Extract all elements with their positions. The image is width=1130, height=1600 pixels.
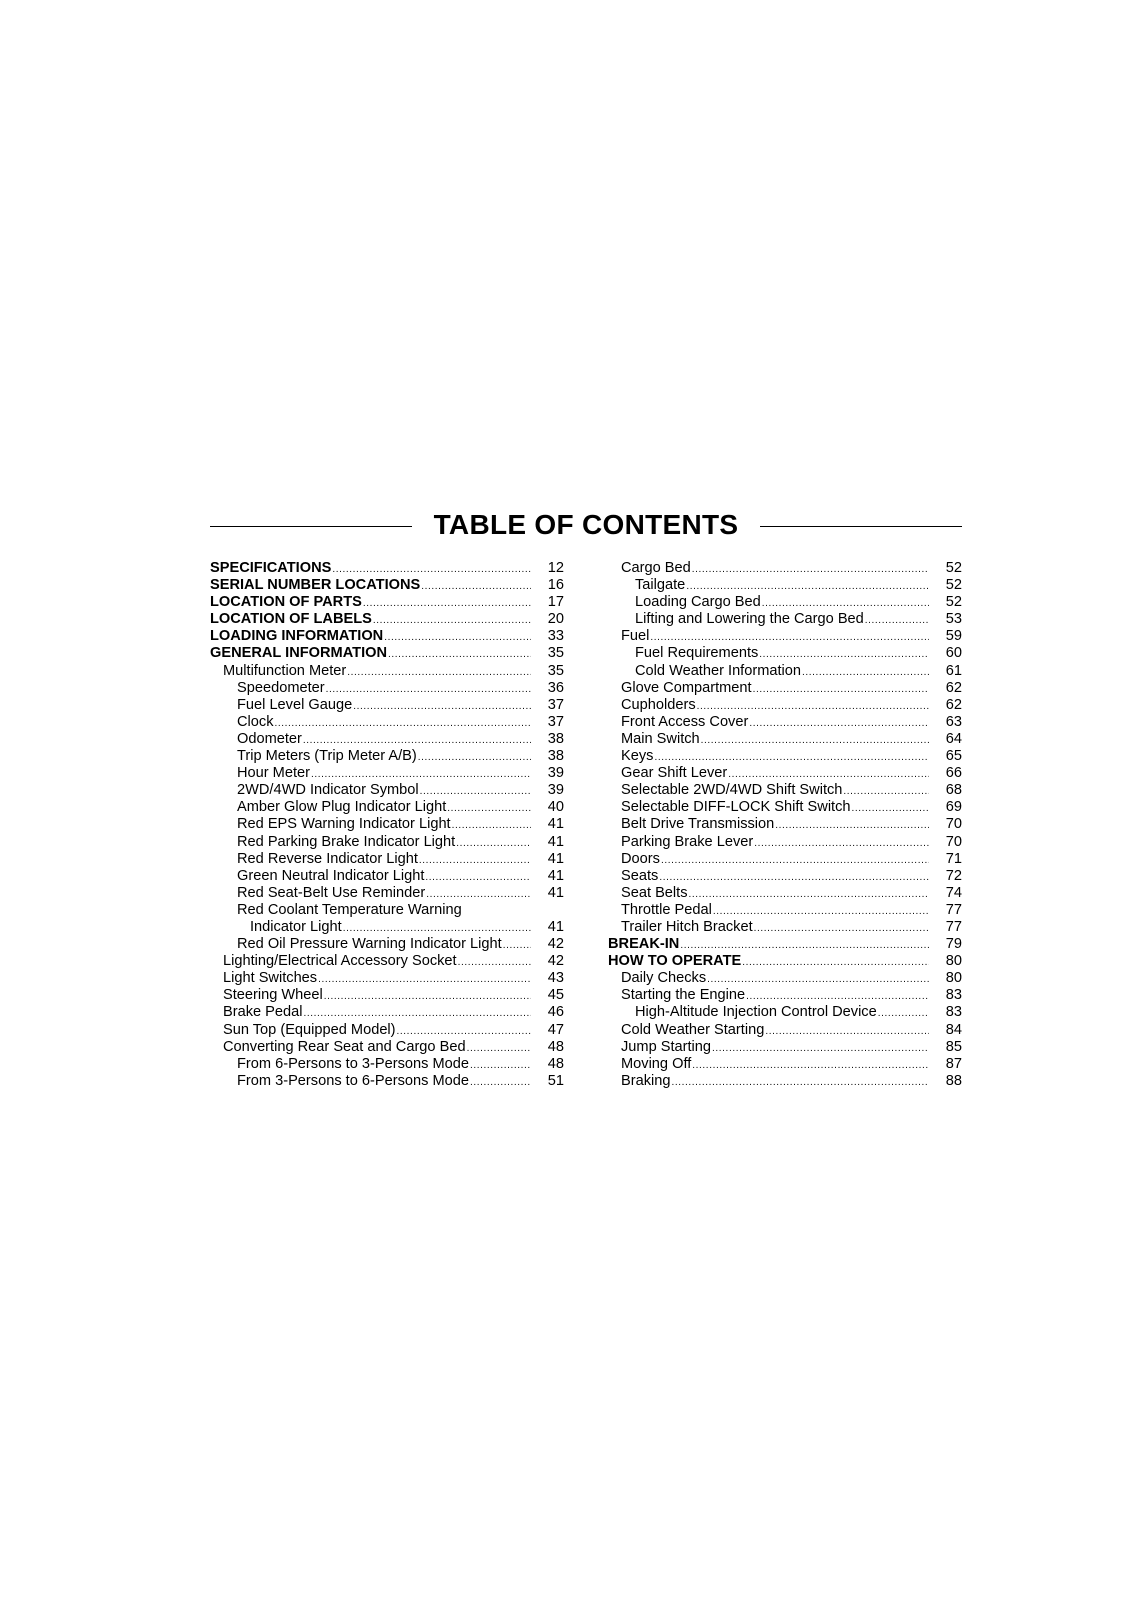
toc-entry-page-number: 64 bbox=[945, 730, 962, 747]
toc-leader-dots bbox=[347, 664, 531, 681]
toc-entry-label: Fuel Requirements bbox=[635, 645, 759, 662]
toc-entry-page-number: 69 bbox=[945, 799, 962, 816]
toc-entry-label: Starting the Engine bbox=[621, 987, 746, 1004]
toc-entry-page-number: 33 bbox=[547, 628, 564, 645]
toc-entry[interactable] bbox=[210, 1039, 564, 1056]
toc-leader-dots bbox=[713, 903, 929, 920]
toc-leader-dots bbox=[701, 732, 929, 749]
toc-leader-dots bbox=[865, 612, 929, 629]
toc-entry[interactable] bbox=[210, 834, 564, 851]
toc-leader-dots bbox=[692, 561, 929, 578]
toc-entry-label: Fuel Level Gauge bbox=[237, 696, 353, 713]
toc-leader-dots bbox=[843, 783, 929, 800]
toc-entry-page-number: 45 bbox=[547, 987, 564, 1004]
toc-entry[interactable] bbox=[210, 663, 564, 680]
toc-entry-label: Loading Cargo Bed bbox=[635, 594, 761, 611]
toc-entry-label: 2WD/4WD Indicator Symbol bbox=[237, 782, 419, 799]
toc-entry-label: Trailer Hitch Bracket bbox=[621, 918, 753, 935]
toc-leader-dots bbox=[418, 749, 531, 766]
toc-entry[interactable] bbox=[608, 663, 962, 680]
toc-entry-label: Parking Brake Lever bbox=[621, 833, 754, 850]
toc-entry[interactable] bbox=[608, 577, 962, 594]
toc-entry-page-number: 71 bbox=[945, 850, 962, 867]
toc-leader-dots bbox=[343, 920, 531, 937]
toc-entry-page-number: 62 bbox=[945, 679, 962, 696]
toc-entry[interactable] bbox=[210, 560, 564, 577]
toc-entry-label: Sun Top (Equipped Model) bbox=[223, 1021, 396, 1038]
toc-entry-label: Cargo Bed bbox=[621, 560, 691, 576]
toc-entry-label: Indicator Light bbox=[250, 918, 342, 935]
toc-leader-dots bbox=[765, 1023, 929, 1040]
toc-entry-page-number: 77 bbox=[945, 918, 962, 935]
toc-entry-label: Keys bbox=[621, 748, 654, 765]
toc-entry-label: Front Access Cover bbox=[621, 713, 749, 730]
toc-entry-label: Fuel bbox=[621, 628, 650, 645]
toc-entry[interactable] bbox=[210, 748, 564, 765]
toc-entry-label: Light Switches bbox=[223, 970, 318, 987]
toc-leader-dots bbox=[650, 629, 929, 646]
toc-entry[interactable] bbox=[608, 851, 962, 868]
toc-entry[interactable] bbox=[210, 1073, 564, 1090]
toc-entry-label: GENERAL INFORMATION bbox=[210, 645, 388, 662]
toc-leader-dots bbox=[749, 715, 929, 732]
toc-entry-page-number: 41 bbox=[547, 816, 564, 833]
toc-leader-dots bbox=[775, 817, 929, 834]
title-rule-right bbox=[760, 526, 962, 527]
toc-entry[interactable] bbox=[608, 816, 962, 833]
toc-entry[interactable] bbox=[210, 765, 564, 782]
toc-leader-dots bbox=[661, 852, 929, 869]
toc-entry-label: Converting Rear Seat and Cargo Bed bbox=[223, 1038, 466, 1055]
toc-entry-label: Red Coolant Temperature Warning bbox=[237, 901, 462, 918]
toc-entry-label: Doors bbox=[621, 850, 660, 867]
toc-entry-page-number: 70 bbox=[945, 833, 962, 850]
toc-entry[interactable] bbox=[210, 851, 564, 868]
toc-leader-dots bbox=[728, 766, 929, 783]
toc-entry-label: LOCATION OF LABELS bbox=[210, 611, 372, 628]
toc-entry-label: Brake Pedal bbox=[223, 1004, 303, 1021]
toc-entry-page-number: 72 bbox=[945, 867, 962, 884]
toc-leader-dots bbox=[707, 971, 929, 988]
toc-entry[interactable] bbox=[210, 697, 564, 714]
toc-entry[interactable] bbox=[608, 782, 962, 799]
toc-entry-page-number: 37 bbox=[547, 713, 564, 730]
toc-leader-dots bbox=[452, 817, 531, 834]
toc-leader-dots bbox=[753, 681, 929, 698]
toc-entry-label: Main Switch bbox=[621, 730, 700, 747]
toc-entry[interactable] bbox=[608, 1004, 962, 1021]
toc-entry-label: LOADING INFORMATION bbox=[210, 628, 384, 645]
toc-entry-label: Multifunction Meter bbox=[223, 662, 347, 679]
toc-entry[interactable] bbox=[608, 970, 962, 987]
toc-entry-page-number: 77 bbox=[945, 901, 962, 918]
toc-leader-dots bbox=[388, 646, 531, 663]
toc-entry-label: Green Neutral Indicator Light bbox=[237, 867, 425, 884]
toc-leader-dots bbox=[692, 1057, 929, 1074]
toc-entry-page-number: 42 bbox=[547, 953, 564, 970]
toc-entry[interactable] bbox=[210, 1004, 564, 1021]
toc-entry-page-number: 80 bbox=[945, 953, 962, 970]
toc-entry-page-number: 41 bbox=[547, 884, 564, 901]
toc-entry-label: From 6-Persons to 3-Persons Mode bbox=[237, 1055, 469, 1072]
toc-entry-page-number: 74 bbox=[945, 884, 962, 901]
toc-entry-label: Trip Meters (Trip Meter A/B) bbox=[237, 748, 417, 765]
toc-leader-dots bbox=[458, 954, 531, 971]
toc-leader-dots bbox=[759, 646, 929, 663]
toc-entry-page-number: 84 bbox=[945, 1021, 962, 1038]
toc-entry-label: Belt Drive Transmission bbox=[621, 816, 775, 833]
toc-leader-dots bbox=[689, 886, 929, 903]
toc-entry[interactable] bbox=[210, 953, 564, 970]
toc-entry[interactable] bbox=[210, 1056, 564, 1073]
toc-leader-dots bbox=[326, 681, 531, 698]
toc-leader-dots bbox=[470, 1074, 531, 1091]
toc-entry-page-number: 16 bbox=[547, 577, 564, 594]
toc-leader-dots bbox=[363, 595, 531, 612]
toc-leader-dots bbox=[456, 835, 531, 852]
toc-entry-label: Seat Belts bbox=[621, 884, 688, 901]
toc-entry-page-number: 47 bbox=[547, 1021, 564, 1038]
toc-leader-dots bbox=[303, 732, 531, 749]
toc-leader-dots bbox=[852, 800, 929, 817]
toc-entry[interactable] bbox=[608, 1056, 962, 1073]
toc-entry-page-number: 66 bbox=[945, 765, 962, 782]
toc-entry[interactable] bbox=[608, 731, 962, 748]
toc-entry[interactable] bbox=[210, 731, 564, 748]
toc-leader-dots bbox=[802, 664, 929, 681]
toc-entry-page-number: 20 bbox=[547, 611, 564, 628]
toc-entry[interactable] bbox=[210, 611, 564, 628]
toc-entry-page-number: 59 bbox=[945, 628, 962, 645]
toc-entry-page-number: 12 bbox=[547, 560, 564, 576]
toc-leader-dots bbox=[447, 800, 531, 817]
toc-entry[interactable] bbox=[210, 628, 564, 645]
toc-leader-dots bbox=[318, 971, 531, 988]
toc-leader-dots bbox=[762, 595, 929, 612]
toc-entry[interactable] bbox=[608, 611, 962, 628]
toc-entry-page-number: 41 bbox=[547, 867, 564, 884]
toc-entry-page-number: 38 bbox=[547, 730, 564, 747]
toc-entry[interactable] bbox=[210, 1022, 564, 1039]
toc-entry-page-number: 35 bbox=[547, 662, 564, 679]
toc-entry-page-number: 83 bbox=[945, 987, 962, 1004]
toc-entry[interactable] bbox=[210, 782, 564, 799]
toc-entry-label: Tailgate bbox=[635, 577, 686, 594]
toc-entry-page-number: 70 bbox=[945, 816, 962, 833]
toc-leader-dots bbox=[503, 937, 531, 954]
toc-leader-dots bbox=[384, 629, 531, 646]
toc-entry[interactable] bbox=[608, 748, 962, 765]
toc-entry[interactable] bbox=[608, 799, 962, 816]
toc-entry-page-number: 35 bbox=[547, 645, 564, 662]
toc-entry-page-number: 85 bbox=[945, 1038, 962, 1055]
toc-entry[interactable] bbox=[608, 1073, 962, 1090]
toc-entry-page-number: 52 bbox=[945, 560, 962, 576]
toc-entry-label: Red EPS Warning Indicator Light bbox=[237, 816, 451, 833]
toc-entry-page-number: 88 bbox=[945, 1072, 962, 1089]
toc-entry-page-number: 52 bbox=[945, 577, 962, 594]
toc-leader-dots bbox=[275, 715, 532, 732]
toc-leader-dots bbox=[671, 1074, 929, 1091]
toc-leader-dots bbox=[397, 1023, 531, 1040]
toc-entry-page-number: 41 bbox=[547, 833, 564, 850]
toc-entry-page-number: 61 bbox=[945, 662, 962, 679]
toc-entry[interactable] bbox=[608, 765, 962, 782]
toc-leader-dots bbox=[746, 988, 929, 1005]
toc-leader-dots bbox=[742, 954, 929, 971]
toc-entry-label: Amber Glow Plug Indicator Light bbox=[237, 799, 447, 816]
toc-leader-dots bbox=[754, 920, 929, 937]
toc-entry[interactable] bbox=[608, 594, 962, 611]
toc-leader-dots bbox=[470, 1057, 531, 1074]
toc-leader-dots bbox=[425, 869, 531, 886]
toc-entry-label: Hour Meter bbox=[237, 765, 310, 782]
toc-leader-dots bbox=[712, 1040, 929, 1057]
toc-entry-label: Red Parking Brake Indicator Light bbox=[237, 833, 456, 850]
toc-entry-page-number: 39 bbox=[547, 765, 564, 782]
toc-leader-dots bbox=[878, 1005, 929, 1022]
toc-entry[interactable] bbox=[608, 1022, 962, 1039]
toc-entry[interactable] bbox=[210, 680, 564, 697]
toc-entry-label: BREAK-IN bbox=[608, 936, 680, 953]
toc-entry[interactable] bbox=[210, 970, 564, 987]
toc-entry-label: Lighting/Electrical Accessory Socket bbox=[223, 953, 457, 970]
toc-leader-dots bbox=[353, 698, 531, 715]
toc-entry-page-number: 48 bbox=[547, 1038, 564, 1055]
toc-left-column bbox=[210, 560, 564, 1090]
toc-leader-dots bbox=[373, 612, 531, 629]
toc-entry-label: Moving Off bbox=[621, 1055, 692, 1072]
toc-entry[interactable] bbox=[608, 987, 962, 1004]
toc-right-column bbox=[608, 560, 962, 1090]
toc-entry-page-number: 79 bbox=[945, 936, 962, 953]
toc-entry-page-number: 48 bbox=[547, 1055, 564, 1072]
toc-entry[interactable] bbox=[608, 560, 962, 577]
toc-entry[interactable] bbox=[210, 987, 564, 1004]
toc-entry-label: Lifting and Lowering the Cargo Bed bbox=[635, 611, 864, 628]
toc-leader-dots bbox=[680, 937, 929, 954]
toc-entry[interactable] bbox=[210, 714, 564, 731]
toc-leader-dots bbox=[332, 561, 531, 578]
toc-entry-label: Speedometer bbox=[237, 679, 325, 696]
toc-leader-dots bbox=[324, 988, 531, 1005]
toc-entry[interactable] bbox=[210, 645, 564, 662]
toc-entry-label: Steering Wheel bbox=[223, 987, 323, 1004]
toc-leader-dots bbox=[304, 1005, 531, 1022]
toc-entry[interactable] bbox=[608, 885, 962, 902]
toc-entry-label: Clock bbox=[237, 713, 274, 730]
toc-entry-label: Throttle Pedal bbox=[621, 901, 712, 918]
toc-entry-page-number: 60 bbox=[945, 645, 962, 662]
toc-leader-dots bbox=[419, 852, 531, 869]
toc-entry[interactable] bbox=[210, 799, 564, 816]
toc-entry-label: High-Altitude Injection Control Device bbox=[635, 1004, 877, 1021]
toc-entry-label: Red Oil Pressure Warning Indicator Light bbox=[237, 936, 502, 953]
toc-entry-page-number: 17 bbox=[547, 594, 564, 611]
toc-entry-page-number: 42 bbox=[547, 936, 564, 953]
toc-entry-page-number: 80 bbox=[945, 970, 962, 987]
toc-entry-label: Selectable 2WD/4WD Shift Switch bbox=[621, 782, 843, 799]
toc-leader-dots bbox=[697, 698, 929, 715]
toc-entry-page-number: 53 bbox=[945, 611, 962, 628]
toc-entry-page-number: 62 bbox=[945, 696, 962, 713]
toc-entry-label: Braking bbox=[621, 1072, 671, 1089]
toc-entry-label: Cupholders bbox=[621, 696, 696, 713]
toc-leader-dots bbox=[659, 869, 929, 886]
toc-entry[interactable] bbox=[608, 645, 962, 662]
toc-entry[interactable] bbox=[608, 1039, 962, 1056]
toc-entry-label: Gear Shift Lever bbox=[621, 765, 728, 782]
toc-entry-page-number: 40 bbox=[547, 799, 564, 816]
toc-entry-label: Red Reverse Indicator Light bbox=[237, 850, 418, 867]
toc-entry[interactable] bbox=[608, 697, 962, 714]
toc-leader-dots bbox=[686, 578, 929, 595]
toc-entry-page-number: 37 bbox=[547, 696, 564, 713]
toc-entry-label: Seats bbox=[621, 867, 659, 884]
toc-entry-label: Daily Checks bbox=[621, 970, 707, 987]
toc-entry-page-number: 63 bbox=[945, 713, 962, 730]
toc-entry[interactable] bbox=[210, 577, 564, 594]
toc-entry[interactable] bbox=[608, 919, 962, 936]
toc-entry-label: Jump Starting bbox=[621, 1038, 712, 1055]
title-row bbox=[210, 505, 962, 545]
toc-entry[interactable] bbox=[210, 816, 564, 833]
toc-entry[interactable] bbox=[608, 680, 962, 697]
toc-entry-page-number: 87 bbox=[945, 1055, 962, 1072]
toc-entry[interactable] bbox=[608, 868, 962, 885]
toc-entry-page-number: 43 bbox=[547, 970, 564, 987]
toc-entry[interactable] bbox=[608, 902, 962, 919]
toc-entry-page-number: 38 bbox=[547, 748, 564, 765]
toc-leader-dots bbox=[311, 766, 531, 783]
toc-leader-dots bbox=[421, 578, 531, 595]
toc-entry-page-number: 68 bbox=[945, 782, 962, 799]
toc-entry-page-number: 36 bbox=[547, 679, 564, 696]
toc-entry-label: Cold Weather Starting bbox=[621, 1021, 765, 1038]
toc-entry-page-number: 41 bbox=[547, 850, 564, 867]
toc-leader-dots bbox=[754, 835, 929, 852]
toc-entry[interactable] bbox=[608, 936, 962, 953]
toc-entry[interactable] bbox=[210, 936, 564, 953]
toc-leader-dots bbox=[420, 783, 531, 800]
toc-entry-page-number: 41 bbox=[547, 918, 564, 935]
toc-entry-page-number: 51 bbox=[547, 1072, 564, 1089]
toc-entry-label: Glove Compartment bbox=[621, 679, 752, 696]
toc-leader-dots bbox=[654, 749, 929, 766]
toc-entry[interactable] bbox=[608, 714, 962, 731]
toc-entry-page-number: 83 bbox=[945, 1004, 962, 1021]
toc-entry-label: HOW TO OPERATE bbox=[608, 953, 742, 970]
toc-entry[interactable] bbox=[210, 919, 564, 936]
toc-entry[interactable] bbox=[210, 868, 564, 885]
toc-entry[interactable] bbox=[608, 628, 962, 645]
toc-entry-label: LOCATION OF PARTS bbox=[210, 594, 362, 611]
toc-entry-page-number: 52 bbox=[945, 594, 962, 611]
toc-entry[interactable] bbox=[210, 902, 564, 919]
toc-entry-label: From 3-Persons to 6-Persons Mode bbox=[237, 1072, 469, 1089]
toc-entry[interactable] bbox=[210, 885, 564, 902]
toc-entry[interactable] bbox=[608, 834, 962, 851]
toc-entry-label: SPECIFICATIONS bbox=[210, 560, 332, 576]
toc-entry-label: Selectable DIFF-LOCK Shift Switch bbox=[621, 799, 851, 816]
page-title: TABLE OF CONTENTS bbox=[433, 509, 739, 540]
toc-entry-label: Cold Weather Information bbox=[635, 662, 802, 679]
toc-entry-label: Red Seat-Belt Use Reminder bbox=[237, 884, 426, 901]
toc-entry-page-number: 39 bbox=[547, 782, 564, 799]
toc-entry-page-number: 46 bbox=[547, 1004, 564, 1021]
toc-entry-label: SERIAL NUMBER LOCATIONS bbox=[210, 577, 421, 594]
toc-entry-label: Odometer bbox=[237, 730, 302, 747]
toc-leader-dots bbox=[426, 886, 531, 903]
toc-entry[interactable] bbox=[210, 594, 564, 611]
toc-entry[interactable] bbox=[608, 953, 962, 970]
toc-entry-page-number: 65 bbox=[945, 748, 962, 765]
toc-leader-dots bbox=[467, 1040, 531, 1057]
